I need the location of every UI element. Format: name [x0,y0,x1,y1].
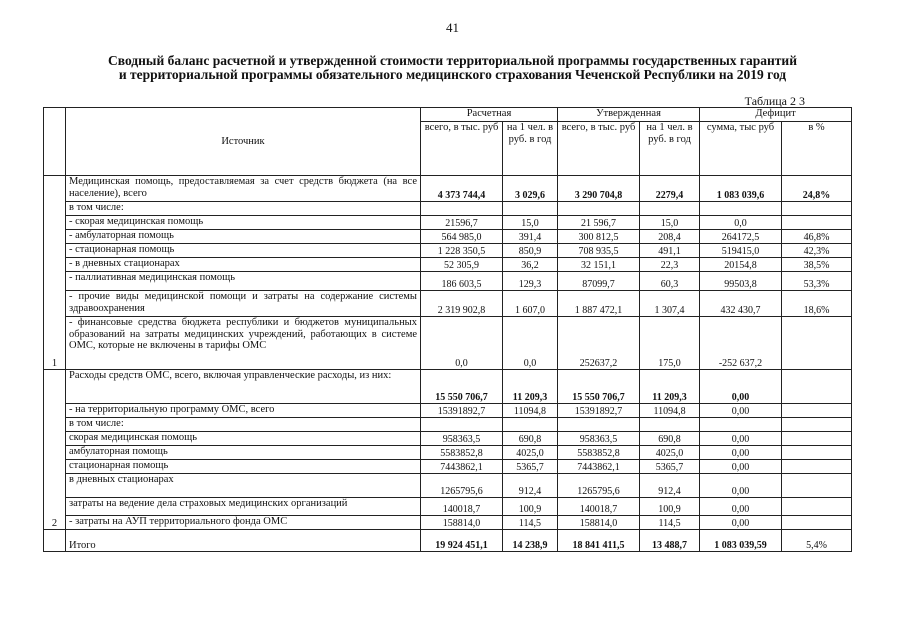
document-title [40,54,865,82]
value-cell-c1 [421,202,503,216]
value-cell-c4: 22,3 [640,258,700,272]
total-body [44,530,852,552]
value-cell-c6: 38,5% [782,258,852,272]
table-row [44,317,852,370]
section-1-body [44,176,852,370]
value-cell-c2 [503,202,558,216]
value-cell-c5 [700,202,782,216]
total-cell-c1: 19 924 451,1 [421,530,503,552]
value-cell-c4: 690,8 [640,432,700,446]
value-cell-c6 [782,446,852,460]
table-row [44,244,852,258]
value-cell-c3: 708 935,5 [558,244,640,258]
section-number: 2 [44,370,66,530]
value-cell-c4: 11094,8 [640,404,700,418]
section-number: 1 [44,176,66,370]
value-cell-c1: 0,0 [421,317,503,370]
table-row [44,498,852,516]
value-cell-c4: 11 209,3 [640,370,700,404]
value-cell-c1: 15391892,7 [421,404,503,418]
value-cell-c2: 11094,8 [503,404,558,418]
value-cell-c3: 15391892,7 [558,404,640,418]
table-row [44,258,852,272]
total-number-cell [44,530,66,552]
value-cell-c5: 0,00 [700,474,782,498]
table-row [44,202,852,216]
value-cell-c3: 7443862,1 [558,460,640,474]
value-cell-c5: -252 637,2 [700,317,782,370]
title-line-2: и территориальной программы обязательного медицинского страхования Чеченской Республики на 2019 год [118,67,787,82]
total-cell-c4: 13 488,7 [640,530,700,552]
value-cell-c4: 2279,4 [640,176,700,202]
table-row [44,370,852,404]
table-row [44,516,852,530]
value-cell-c3: 252637,2 [558,317,640,370]
value-cell-c2: 1 607,0 [503,291,558,317]
total-cell-c3: 18 841 411,5 [558,530,640,552]
value-cell-c5: 0,00 [700,404,782,418]
value-cell-c2: 912,4 [503,474,558,498]
row-label: затраты на ведение дела страховых медицинских организаций [66,498,421,516]
header-deficit-sum: сумма, тыс руб [700,122,782,176]
row-label: амбулаторная помощь [66,446,421,460]
value-cell-c2: 690,8 [503,432,558,446]
value-cell-c3: 21 596,7 [558,216,640,230]
value-cell-c4 [640,418,700,432]
value-cell-c6 [782,202,852,216]
table-row [44,432,852,446]
value-cell-c2: 114,5 [503,516,558,530]
table-row [44,418,852,432]
value-cell-c6 [782,474,852,498]
row-label: - финансовые средства бюджета республики и бюджетов муниципальных образований на затраты медицинских учреждений, работающих в системе ОМС, которые не включены в тарифы ОМС [66,317,421,370]
table-row [44,176,852,202]
value-cell-c1: 5583852,8 [421,446,503,460]
value-cell-c4: 5365,7 [640,460,700,474]
value-cell-c2 [503,418,558,432]
value-cell-c5: 0,00 [700,370,782,404]
value-cell-c2: 4025,0 [503,446,558,460]
value-cell-c1: 158814,0 [421,516,503,530]
value-cell-c4: 4025,0 [640,446,700,460]
value-cell-c6 [782,418,852,432]
total-label: Итого [66,530,421,552]
value-cell-c1 [421,418,503,432]
value-cell-c4: 1 307,4 [640,291,700,317]
row-label: - в дневных стационарах [66,258,421,272]
value-cell-c1: 564 985,0 [421,230,503,244]
value-cell-c4: 114,5 [640,516,700,530]
value-cell-c4: 60,3 [640,272,700,291]
page-number: 41 [446,20,459,35]
row-label: в том числе: [66,202,421,216]
value-cell-c6: 53,3% [782,272,852,291]
value-cell-c4: 491,1 [640,244,700,258]
value-cell-c6: 46,8% [782,230,852,244]
value-cell-c4 [640,202,700,216]
section-2-body [44,370,852,530]
row-label: Медицинская помощь, предоставляемая за счет средств бюджета (на все население), всего [66,176,421,202]
value-cell-c3: 140018,7 [558,498,640,516]
value-cell-c2: 5365,7 [503,460,558,474]
value-cell-c4: 175,0 [640,317,700,370]
value-cell-c3: 3 290 704,8 [558,176,640,202]
row-label: - прочие виды медицинской помощи и затраты на содержание системы здравоохранения [66,291,421,317]
value-cell-c5: 519415,0 [700,244,782,258]
value-cell-c1: 2 319 902,8 [421,291,503,317]
table-row [44,446,852,460]
value-cell-c3: 958363,5 [558,432,640,446]
value-cell-c4: 208,4 [640,230,700,244]
value-cell-c4: 912,4 [640,474,700,498]
value-cell-c5: 20154,8 [700,258,782,272]
row-label: в том числе: [66,418,421,432]
value-cell-c5 [700,418,782,432]
table-row [44,460,852,474]
table-row [44,291,852,317]
value-cell-c6: 24,8% [782,176,852,202]
balance-table [43,107,852,552]
value-cell-c2: 0,0 [503,317,558,370]
value-cell-c5: 0,0 [700,216,782,230]
header-calc-total: всего, в тыс. руб [421,122,503,176]
header-deficit-pct: в % [782,122,852,176]
value-cell-c3: 300 812,5 [558,230,640,244]
value-cell-c1: 7443862,1 [421,460,503,474]
value-cell-c3: 32 151,1 [558,258,640,272]
row-label: - амбулаторная помощь [66,230,421,244]
value-cell-c2: 11 209,3 [503,370,558,404]
header-source: Источник [66,108,421,176]
value-cell-c6 [782,216,852,230]
total-cell-c5: 1 083 039,59 [700,530,782,552]
value-cell-c5: 1 083 039,6 [700,176,782,202]
total-cell-c2: 14 238,9 [503,530,558,552]
value-cell-c6 [782,460,852,474]
value-cell-c6 [782,516,852,530]
row-label: - стационарная помощь [66,244,421,258]
value-cell-c2: 850,9 [503,244,558,258]
value-cell-c2: 15,0 [503,216,558,230]
header-approved: Утвержденная [558,108,700,122]
header-approved-per-capita: на 1 чел. в руб. в год [640,122,700,176]
header-calc-per-capita: на 1 чел. в руб. в год [503,122,558,176]
value-cell-c2: 3 029,6 [503,176,558,202]
value-cell-c2: 100,9 [503,498,558,516]
header-approved-total: всего, в тыс. руб [558,122,640,176]
value-cell-c3: 5583852,8 [558,446,640,460]
value-cell-c1: 21596,7 [421,216,503,230]
value-cell-c1: 52 305,9 [421,258,503,272]
row-label: Расходы средств ОМС, всего, включая управленческие расходы, из них: [66,370,421,404]
header-number-cell [44,108,66,176]
header-calc: Расчетная [421,108,558,122]
table-row [44,230,852,244]
value-cell-c3 [558,202,640,216]
row-label: - на территориальную программу ОМС, всего [66,404,421,418]
table-row [44,272,852,291]
value-cell-c1: 4 373 744,4 [421,176,503,202]
value-cell-c5: 0,00 [700,432,782,446]
value-cell-c1: 140018,7 [421,498,503,516]
value-cell-c5: 0,00 [700,460,782,474]
value-cell-c6: 18,6% [782,291,852,317]
row-label: - скорая медицинская помощь [66,216,421,230]
value-cell-c6 [782,370,852,404]
value-cell-c1: 1 228 350,5 [421,244,503,258]
value-cell-c3: 15 550 706,7 [558,370,640,404]
value-cell-c3 [558,418,640,432]
value-cell-c5: 0,00 [700,516,782,530]
value-cell-c3: 87099,7 [558,272,640,291]
value-cell-c2: 129,3 [503,272,558,291]
total-cell-c6: 5,4% [782,530,852,552]
row-label: скорая медицинская помощь [66,432,421,446]
total-row [44,530,852,552]
value-cell-c6 [782,317,852,370]
value-cell-c1: 1265795,6 [421,474,503,498]
value-cell-c4: 100,9 [640,498,700,516]
value-cell-c6 [782,432,852,446]
title-line-1: Сводный баланс расчетной и утвержденной стоимости территориальной программы государственных гарантий [108,53,797,68]
value-cell-c1: 958363,5 [421,432,503,446]
value-cell-c6 [782,404,852,418]
value-cell-c4: 15,0 [640,216,700,230]
table-row [44,404,852,418]
row-label: в дневных стационарах [66,474,421,498]
table-row [44,474,852,498]
value-cell-c5: 99503,8 [700,272,782,291]
row-label: стационарная помощь [66,460,421,474]
value-cell-c3: 1265795,6 [558,474,640,498]
table-label: Таблица 2 3 [744,94,805,108]
value-cell-c5: 264172,5 [700,230,782,244]
value-cell-c5: 0,00 [700,498,782,516]
value-cell-c6 [782,498,852,516]
value-cell-c5: 432 430,7 [700,291,782,317]
header-deficit: Дефицит [700,108,852,122]
value-cell-c5: 0,00 [700,446,782,460]
value-cell-c1: 186 603,5 [421,272,503,291]
value-cell-c3: 158814,0 [558,516,640,530]
table-row [44,216,852,230]
row-label: - паллиативная медицинская помощь [66,272,421,291]
value-cell-c6: 42,3% [782,244,852,258]
value-cell-c1: 15 550 706,7 [421,370,503,404]
row-label: - затраты на АУП территориального фонда ОМС [66,516,421,530]
value-cell-c2: 391,4 [503,230,558,244]
value-cell-c2: 36,2 [503,258,558,272]
value-cell-c3: 1 887 472,1 [558,291,640,317]
